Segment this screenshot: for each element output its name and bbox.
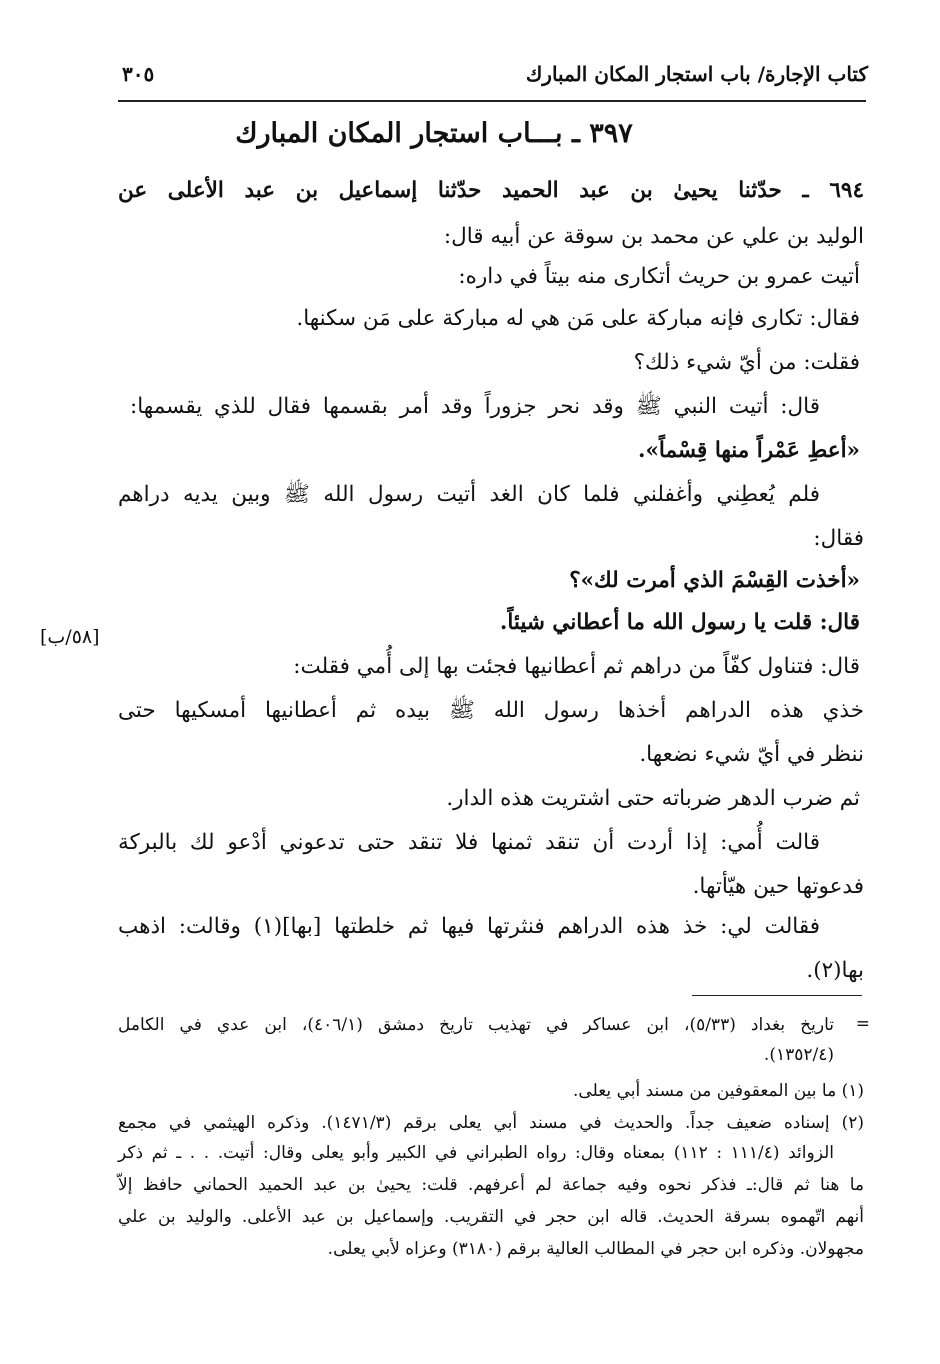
footnote-rule [692,995,862,996]
footnote-2-line: الزوائد (١١١/٤ : ١١٢) بمعناه وقال: رواه الطبراني في الكبير وأبو يعلى وقال: أتيت. . . ـ ثم ذكر [118,1143,834,1163]
body-line: فلم يُعطِني وأغفلني فلما كان الغد أتيت رسول الله ﷺ وبين يديه دراهم [118,482,820,507]
body-line: فقلت: من أيّ شيء ذلك؟ [633,350,860,375]
body-line: قالت أُمي: إذا أردت أن تنقد ثمنها فلا تنقد حتى تدعوني أدْعو لك بالبركة [118,830,820,855]
footnote-1: (١) ما بين المعقوفين من مسند أبي يعلى. [573,1081,864,1101]
page-number: ٣٠٥ [122,62,155,86]
footnote-line: (١٣٥٢/٤). [763,1045,834,1065]
hadith-isnad-line: ٦٩٤ ـ حدّثنا يحيىٰ بن عبد الحميد حدّثنا إسماعيل بن عبد الأعلى عن [118,178,864,203]
body-line: «أعطِ عَمْراً منها قِسْماً». [637,438,860,463]
body-line: «أخذت القِسْمَ الذي أمرت لك»؟ [569,568,860,593]
body-line: قال: أتيت النبي ﷺ وقد نحر جزوراً وقد أمر بقسمها فقال للذي يقسمها: [130,394,820,419]
footnote-2-line: (٢) إسناده ضعيف جداً. والحديث في مسند أبي يعلى برقم (١٤٧١/٣). وذكره الهيثمي في مجمع [118,1113,864,1133]
chapter-heading: ٣٩٧ ـ بـــاب استجار المكان المبارك [235,118,633,149]
body-line: قال: فتناول كفّاً من دراهم ثم أعطانيها فجئت بها إلى أُمي فقلت: [293,654,860,679]
running-title: كتاب الإجارة/ باب استجار المكان المبارك [525,62,868,86]
body-line: فقال: [813,526,864,551]
body-line: ننظر في أيّ شيء نضعها. [639,742,864,767]
body-line: ثم ضرب الدهر ضرباته حتى اشتريت هذه الدار. [446,786,860,811]
body-line: الوليد بن علي عن محمد بن سوقة عن أبيه قال: [443,224,864,249]
body-line: فدعوتها حين هيّأتها. [692,874,864,899]
header-rule [118,100,866,102]
footnote-2-line: أنهم اتّهموه بسرقة الحديث. قاله ابن حجر في التقريب. وإسماعيل بن عبد الأعلى. والوليد بن علي [118,1207,864,1227]
margin-folio-note: [٥٨/ب] [40,626,100,648]
footnote-line: تاريخ بغداد (٥/٣٣)، ابن عساكر في تهذيب تاريخ دمشق (٤٠٦/١)، ابن عدي في الكامل [118,1015,834,1035]
body-line: بها(٢). [806,958,864,983]
body-line: خذي هذه الدراهم أخذها رسول الله ﷺ بيده ثم أعطانيها أمسكيها حتى [118,698,864,723]
footnote-2-line: مجهولان. وذكره ابن حجر في المطالب العالية برقم (٣١٨٠) وعزاه لأبي يعلى. [327,1239,864,1259]
footnote-2-line: ما هنا ثم قال:ـ فذكر نحوه وفيه جماعة لم أعرفهم. قلت: يحيىٰ بن عبد الحميد الحماني حافظ إلاّ [118,1175,864,1195]
footnote-continuation-marker: = [855,1014,870,1034]
body-line: فقال: تكارى فإنه مباركة على مَن هي له مباركة على مَن سكنها. [296,306,860,331]
body-line: فقالت لي: خذ هذه الدراهم فنثرتها فيها ثم خلطتها [بها](١) وقالت: اذهب [118,914,820,939]
body-line: أتيت عمرو بن حريث أتكارى منه بيتاً في داره: [458,264,860,289]
body-line: قال: قلت يا رسول الله ما أعطاني شيئاً. [499,610,860,635]
